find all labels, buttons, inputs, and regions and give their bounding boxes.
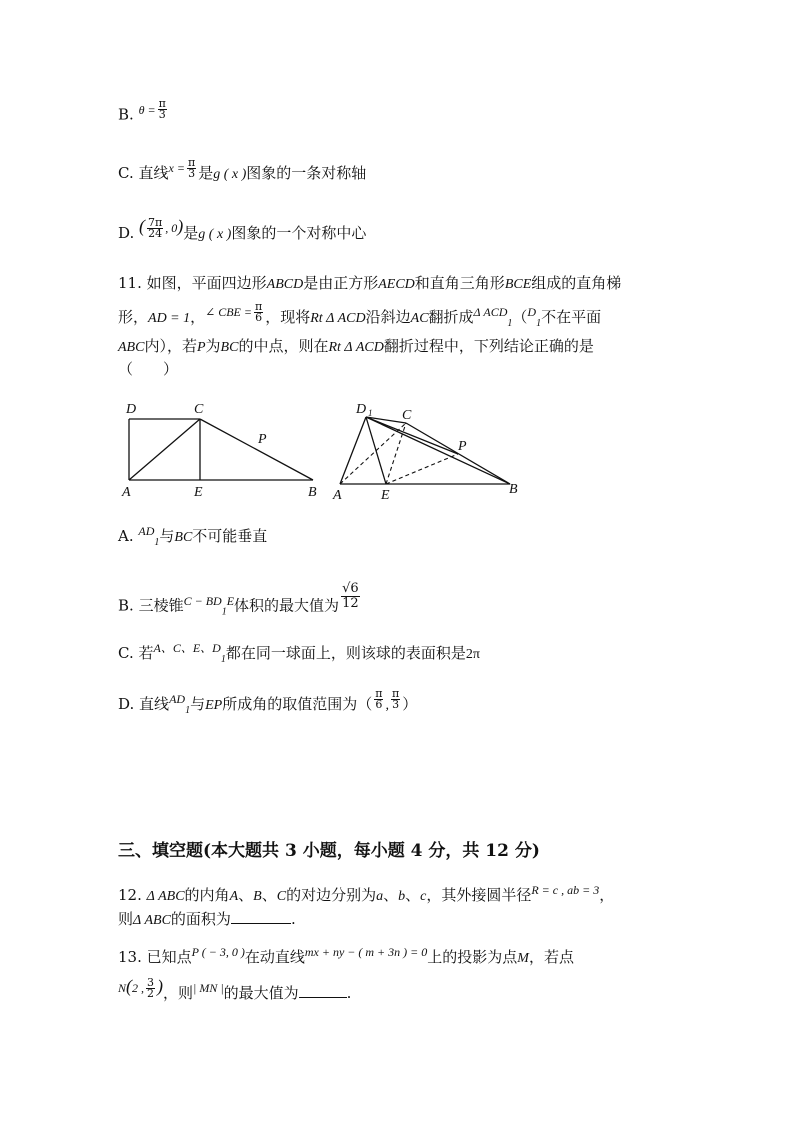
- subscript: 1: [154, 537, 160, 548]
- text: ，其外接圆半径: [426, 886, 532, 904]
- label-e2: E: [381, 488, 390, 503]
- question-number: 12.: [118, 886, 142, 904]
- answer-c: [118, 642, 480, 665]
- option-label: D.: [118, 224, 135, 242]
- math-expr: , 0: [165, 221, 178, 235]
- math-expr: C − BD: [183, 593, 222, 608]
- label-d: D: [126, 402, 137, 417]
- math-expr: BCE: [504, 277, 532, 292]
- option-label: B.: [118, 105, 134, 124]
- text: 与: [159, 527, 175, 545]
- answer-blank[interactable]: [299, 997, 347, 998]
- fraction: [341, 582, 360, 611]
- option-d: [118, 215, 367, 245]
- text: （: [512, 308, 528, 326]
- subscript: 1: [220, 654, 226, 665]
- option-label: C.: [118, 644, 134, 662]
- math-expr: ,: [385, 698, 389, 713]
- math-expr: E: [226, 593, 235, 608]
- text: 、: [405, 886, 421, 904]
- label-p: P: [258, 432, 267, 447]
- text: 的中点，则在: [238, 337, 329, 355]
- paren: (: [126, 976, 133, 996]
- numerator: 3: [147, 975, 155, 989]
- answer-blank[interactable]: [231, 923, 291, 924]
- label-c: C: [194, 402, 204, 417]
- text: 直线: [139, 695, 170, 713]
- text: 的内角: [184, 886, 230, 904]
- math-expr: M: [517, 951, 529, 966]
- fraction: [374, 686, 383, 711]
- paren: ): [157, 976, 164, 996]
- numerator: π: [187, 155, 196, 169]
- text: 、: [238, 886, 254, 904]
- figure-trapezoid: [129, 419, 313, 480]
- text: 直线: [138, 164, 169, 182]
- denominator: 3: [188, 166, 196, 180]
- math-expr: Rt Δ ACD: [310, 311, 366, 326]
- math-expr: D: [527, 305, 537, 319]
- label-d1: D: [356, 402, 367, 417]
- math-expr: R = c , ab = 3: [531, 883, 600, 897]
- math-expr: a: [376, 889, 384, 904]
- text: （: [357, 695, 373, 713]
- denominator: 6: [375, 697, 383, 711]
- math-expr: AD: [169, 692, 186, 706]
- numerator: 7π: [148, 215, 163, 229]
- math-expr: ABC: [118, 340, 145, 355]
- text: ）: [402, 695, 418, 713]
- math-expr: N: [118, 981, 127, 995]
- math-expr: Δ ABC: [133, 913, 171, 928]
- math-expr: C: [276, 889, 287, 904]
- denominator: 6: [255, 310, 263, 324]
- option-c: [118, 155, 367, 185]
- math-expr: g ( x ): [198, 227, 232, 242]
- text: 图象的一条对称轴: [246, 164, 367, 182]
- math-expr: AD = 1: [148, 311, 191, 326]
- text: 为: [205, 337, 221, 355]
- text: 图象的一个对称中心: [231, 224, 367, 242]
- text: 不在平面: [541, 308, 602, 326]
- text: ，: [599, 886, 615, 904]
- text: 则: [118, 910, 134, 928]
- label-a: A: [122, 485, 131, 500]
- q11-line3: [118, 335, 594, 356]
- math-expr: mx + ny − ( m + 3n ) = 0: [304, 945, 428, 959]
- text: .: [346, 984, 352, 1002]
- text: 在动直线: [244, 948, 305, 966]
- text: 体积的最大值为: [234, 596, 340, 615]
- text: 翻折过程中，下列结论正确的是: [383, 337, 594, 355]
- option-label: A.: [118, 527, 134, 545]
- math-expr: BC: [220, 340, 239, 355]
- option-label: C.: [118, 164, 134, 182]
- text: 与: [190, 695, 206, 713]
- numerator: π: [158, 97, 166, 110]
- math-expr: c: [420, 889, 427, 904]
- label-e: E: [194, 485, 203, 500]
- section-heading: 三、填空题(本大题共 3 小题，每小题 4 分，共 12 分): [118, 841, 540, 861]
- text: 翻折成: [428, 308, 474, 326]
- math-expr: AC: [410, 311, 429, 326]
- q11-bracket: [118, 358, 178, 379]
- denominator: 3: [158, 108, 166, 121]
- answer-b: [118, 581, 362, 621]
- math-expr: x =: [168, 161, 185, 175]
- label-c2: C: [402, 408, 412, 423]
- text: 是: [183, 224, 199, 242]
- question-number: 11.: [118, 274, 142, 292]
- math-expr: B: [253, 889, 262, 904]
- geometry-figure: [118, 395, 538, 505]
- math-expr: A、C、E、D: [153, 641, 221, 655]
- paren: ): [177, 216, 184, 236]
- text: ，: [190, 308, 206, 326]
- math-expr: θ =: [138, 102, 156, 117]
- option-b: [118, 97, 169, 126]
- subscript: 1: [507, 318, 513, 329]
- label-d1-sub: 1: [368, 408, 373, 418]
- fraction: [146, 975, 155, 1000]
- text: 、: [383, 886, 399, 904]
- denominator: 24: [148, 226, 163, 240]
- text: 都在同一球面上，则该球的表面积是: [225, 644, 466, 662]
- text: 上的投影为点: [427, 948, 518, 966]
- paren: (: [139, 216, 146, 236]
- option-label: D.: [118, 695, 135, 713]
- math-expr: b: [398, 889, 406, 904]
- math-expr: 2π: [465, 647, 480, 662]
- denominator: 3: [392, 697, 400, 711]
- numerator: √6: [342, 581, 359, 596]
- q13-line1: [118, 946, 574, 967]
- text: 是: [198, 164, 214, 182]
- text: 内），若: [144, 337, 197, 355]
- fraction: [187, 155, 196, 180]
- math-expr: 2 ,: [132, 981, 145, 995]
- math-expr: ABCD: [266, 277, 304, 292]
- fraction: [254, 299, 263, 324]
- math-expr: AECD: [378, 277, 415, 292]
- text: 形，: [118, 308, 149, 326]
- text: 沿斜边: [365, 308, 411, 326]
- text: ，若点: [528, 948, 574, 966]
- answer-d: [118, 686, 418, 716]
- math-expr: | MN |: [193, 981, 224, 995]
- label-b2: B: [509, 482, 518, 497]
- text: 三棱锥: [138, 596, 184, 615]
- math-expr: BC: [174, 530, 193, 545]
- text: 和直角三角形: [414, 274, 505, 292]
- math-expr: Δ ABC: [146, 889, 185, 904]
- q13-line2: [118, 975, 352, 1005]
- subscript: 1: [221, 606, 227, 618]
- q12-line1: [118, 884, 614, 905]
- math-expr: ∠ CBE =: [205, 305, 252, 319]
- question-number: 13.: [118, 948, 142, 966]
- math-expr: A: [229, 889, 239, 904]
- math-expr: g ( x ): [213, 167, 247, 182]
- numerator: π: [254, 299, 263, 313]
- label-p2: P: [458, 439, 467, 454]
- answer-a: [118, 525, 267, 548]
- text: ，现将: [265, 308, 311, 326]
- fraction: [147, 215, 163, 240]
- text: 若: [138, 644, 154, 662]
- q11-line2: [118, 299, 602, 329]
- numerator: π: [375, 686, 383, 700]
- fraction: [391, 686, 400, 711]
- label-b: B: [308, 485, 317, 500]
- label-a2: A: [333, 488, 342, 503]
- text: 组成的直角梯: [531, 274, 622, 292]
- math-expr: P ( − 3, 0 ): [191, 945, 245, 959]
- math-expr: EP: [205, 698, 223, 713]
- math-expr: Δ ACD: [473, 305, 508, 319]
- math-expr: P: [196, 340, 206, 355]
- text: .: [290, 910, 296, 928]
- text: （ ）: [118, 360, 179, 378]
- figure-folded: [340, 417, 510, 484]
- subscript: 1: [185, 705, 191, 716]
- subscript: 1: [536, 318, 542, 329]
- denominator: 12: [342, 596, 359, 611]
- text: 所成角的取值范围为: [222, 695, 358, 713]
- math-expr: AD: [138, 524, 155, 538]
- q11-line1: [118, 272, 621, 293]
- text: 已知点: [146, 948, 192, 966]
- text: 如图，平面四边形: [146, 274, 267, 292]
- text: 的对边分别为: [286, 886, 377, 904]
- text: 、: [261, 886, 277, 904]
- math-expr: Rt Δ ACD: [328, 340, 384, 355]
- text: 的最大值为: [223, 984, 299, 1002]
- q12-line2: [118, 908, 296, 929]
- option-label: B.: [118, 596, 134, 615]
- denominator: 2: [147, 986, 155, 1000]
- text: 不可能垂直: [192, 527, 268, 545]
- text: ，则: [163, 984, 194, 1002]
- text: 是由正方形: [303, 274, 379, 292]
- text: 的面积为: [170, 910, 231, 928]
- numerator: π: [391, 686, 400, 700]
- fraction: [158, 99, 167, 120]
